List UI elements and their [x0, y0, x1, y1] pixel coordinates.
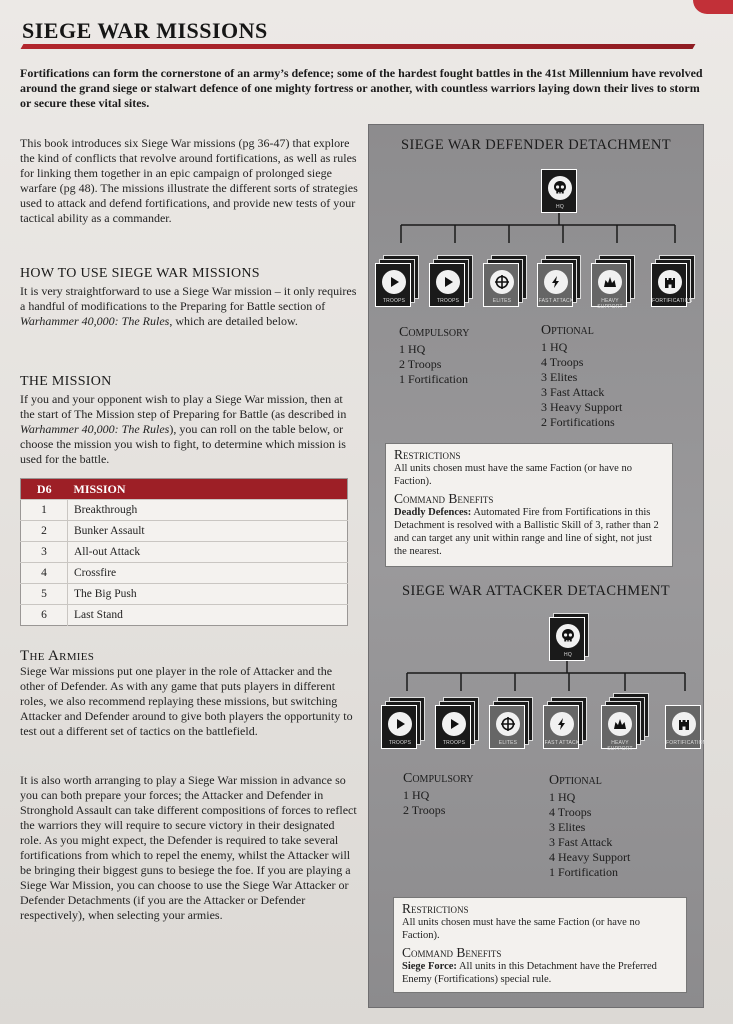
list-item: 3 Heavy Support [541, 400, 623, 414]
table-cell-roll: 3 [21, 542, 68, 563]
unit-label: HEAVY SUPPORT [597, 298, 623, 310]
fast-attack-card [537, 263, 573, 307]
elites-card [483, 263, 519, 307]
table-header-d6: D6 [21, 479, 68, 500]
attacker-elites-card [489, 705, 525, 749]
mission-text-a: If you and your opponent wish to play a Siege War mission, then at the start of The Mission step of Preparing for Battle (as described in [20, 392, 347, 421]
intro-paragraph: Fortifications can form the cornerstone of an army’s defence; some of the hardest fought battles in the 41st Millennium have revolved around the grand siege or stalwart defence of one mighty fortress or another, with countless warriors laying down their lives to storm or secure these vital sites. [20, 66, 703, 110]
defender-heavy-support-card [591, 263, 627, 310]
play-arrow-icon [388, 712, 412, 736]
elites-card [489, 705, 525, 749]
list-item: 2 Fortifications [541, 415, 615, 429]
table-cell-roll: 1 [21, 500, 68, 521]
defender-title: SIEGE WAR DEFENDER DETACHMENT [401, 137, 671, 153]
unit-label: FAST ATTACK [544, 740, 580, 746]
list-item: 1 Fortification [549, 865, 618, 879]
benefits-heading: Command Benefits [402, 945, 502, 960]
play-arrow-icon [436, 270, 460, 294]
heavy-support-card [601, 705, 637, 752]
benefits-rule-text: All units in this Detachment have the Preferred Enemy (Fortifications) special rule. [402, 961, 657, 985]
defender-rules-box [385, 443, 673, 567]
skull-icon [556, 624, 580, 648]
defender-fortification-card [651, 263, 693, 307]
benefits-rule-text: Automated Fire from Fortifications in this Detachment is resolved with a Ballistic Skill of 3, rather than 2 and can target any unit within range and line of sight, not just the nearest. [394, 507, 659, 557]
restrictions-heading: Restrictions [394, 447, 461, 462]
defender-elites-card [483, 263, 519, 307]
hq-card-face [549, 617, 585, 661]
defender-org-lines [369, 213, 703, 243]
list-item: 2 Troops [399, 357, 442, 371]
attacker-optional [549, 773, 630, 880]
table-cell-mission: Breakthrough [68, 500, 348, 521]
intro-body: This book introduces six Siege War missions (pg 36-47) that explore the kind of conflicts that revolve around fortifications, as well as rules for linking them together in an epic campaign of prolonged siege warfare (pg 48). The missions illustrate the different sorts of strategies used to attack and defend fortifications, and provide new tests of your tactical ability as a commander. [20, 136, 358, 225]
mission-table [20, 478, 348, 626]
tower-icon [658, 270, 682, 294]
table-row [21, 563, 348, 584]
list-item: 1 HQ [541, 340, 568, 354]
how-heading: HOW TO USE SIEGE WAR MISSIONS [20, 266, 260, 281]
defender-troops-card-2 [429, 263, 465, 307]
defender-optional [541, 323, 622, 430]
fortification-card [651, 263, 693, 307]
list-item: 3 Fast Attack [541, 385, 605, 399]
unit-label: FAST ATTACK [538, 298, 574, 304]
crosshair-icon [496, 712, 520, 736]
compulsory-heading: Compulsory [399, 325, 470, 340]
table-cell-roll: 4 [21, 563, 68, 584]
benefits-text [394, 506, 664, 558]
list-item: 4 Troops [549, 805, 592, 819]
unit-label: HEAVY SUPPORT [607, 740, 633, 752]
fast-attack-card [543, 705, 579, 749]
restrictions-text: All units chosen must have the same Faction (or have no Faction). [402, 917, 640, 941]
unit-label: TROOPS [442, 740, 466, 746]
mission-text-b: ), you can roll on the table below, or choose the mission you wish to fight, to determine which mission is used for the battle. [20, 422, 346, 466]
troops-card [375, 263, 411, 307]
list-item: 1 HQ [403, 788, 430, 802]
mission-text-em: Warhammer 40,000: The Rules [20, 422, 170, 436]
table-row [21, 521, 348, 542]
mission-text [20, 392, 358, 467]
compulsory-heading: Compulsory [403, 771, 474, 786]
fortification-card [665, 705, 707, 749]
optional-heading: Optional [549, 773, 602, 788]
benefits-heading: Command Benefits [394, 491, 494, 506]
table-row [21, 605, 348, 626]
restrictions-heading: Restrictions [402, 901, 469, 916]
corner-decoration [693, 0, 733, 14]
attacker-title: SIEGE WAR ATTACKER DETACHMENT [402, 583, 670, 599]
optional-heading: Optional [541, 323, 594, 338]
how-text-em: Warhammer 40,000: The Rules [20, 314, 170, 328]
table-row [21, 584, 348, 605]
table-header-mission: MISSION [68, 479, 348, 500]
list-item: 1 Fortification [399, 372, 468, 386]
defender-troops-card-1 [375, 263, 411, 307]
list-item: 3 Elites [549, 820, 586, 834]
benefits-text [402, 960, 678, 986]
list-item: 4 Troops [541, 355, 584, 369]
how-text-b: , which are detailed below. [169, 314, 298, 328]
hq-label: HQ [564, 652, 572, 658]
tower-icon [672, 712, 696, 736]
table-cell-roll: 2 [21, 521, 68, 542]
attacker-troops-card-1 [381, 705, 417, 749]
title-rule [21, 44, 696, 49]
armies-paragraph-1: Siege War missions put one player in the role of Attacker and the other of Defender. As with any game that puts players in different roles, we also recommend replaying these missions, but switching Attacker and Defender around to give both players the opportunity to test out a different set of tactics on the battlefield. [20, 664, 353, 738]
page-title: SIEGE WAR MISSIONS [22, 18, 268, 43]
troops-card [429, 263, 465, 307]
benefits-rule-name: Deadly Defences: [394, 507, 472, 518]
attacker-fast-attack-card [543, 705, 579, 749]
attacker-troops-card-2 [435, 705, 471, 749]
unit-label: FORTIFICATION [652, 298, 693, 304]
lightning-icon [544, 270, 568, 294]
play-arrow-icon [442, 712, 466, 736]
table-row [21, 500, 348, 521]
crosshair-icon [490, 270, 514, 294]
armies-heading: The Armies [20, 648, 95, 664]
armies-paragraph-2: It is also worth arranging to play a Siege War mission in advance so you can both prepare your forces; the Attacker and Defender in Stronghold Assault can take different compositions of forces to reflect the warriors they will require to secure victory in their designated role. As you might expect, the Defender is required to take several fortifications from which to repel the enemy, whilst the Attacker will be bringing their biggest guns to besiege the foe. If you are playing a Siege War Mission, you can choose to use the Siege War Attacker or Defender Detachments (if you are the Attacker or Defender respectively), when selecting your armies. [20, 773, 357, 922]
troops-card [435, 705, 471, 749]
list-item: 1 HQ [399, 342, 426, 356]
unit-label: TROOPS [388, 740, 412, 746]
play-arrow-icon [382, 270, 406, 294]
heavy-support-card [591, 263, 627, 310]
attacker-org-lines [369, 661, 703, 691]
defender-hq-card [541, 169, 577, 213]
explosion-icon [598, 270, 622, 294]
defender-fast-attack-card [537, 263, 573, 307]
attacker-fortification-card [665, 705, 707, 749]
benefits-rule-name: Siege Force: [402, 961, 457, 972]
explosion-icon [608, 712, 632, 736]
unit-label: TROOPS [436, 298, 460, 304]
lightning-icon [550, 712, 574, 736]
table-row [21, 542, 348, 563]
table-cell-mission: The Big Push [68, 584, 348, 605]
defender-compulsory [399, 325, 469, 387]
table-cell-roll: 6 [21, 605, 68, 626]
attacker-rules-box [393, 897, 687, 993]
table-cell-mission: Last Stand [68, 605, 348, 626]
table-header-row [21, 479, 348, 500]
unit-label: TROOPS [382, 298, 406, 304]
hq-card-face [541, 169, 577, 213]
unit-label: ELITES [498, 740, 518, 746]
restrictions-text: All units chosen must have the same Faction (or have no Faction). [394, 463, 632, 487]
table-cell-mission: All-out Attack [68, 542, 348, 563]
list-item: 3 Fast Attack [549, 835, 613, 849]
list-item: 4 Heavy Support [549, 850, 631, 864]
troops-card [381, 705, 417, 749]
list-item: 1 HQ [549, 790, 576, 804]
attacker-hq-card [549, 617, 585, 661]
list-item: 2 Troops [403, 803, 446, 817]
how-text [20, 284, 358, 329]
skull-icon [548, 176, 572, 200]
how-text-a: It is very straightforward to use a Siege War mission – it only requires a handful of modifications to the Preparing for Battle section of [20, 284, 357, 313]
table-cell-roll: 5 [21, 584, 68, 605]
list-item: 3 Elites [541, 370, 578, 384]
table-cell-mission: Bunker Assault [68, 521, 348, 542]
table-cell-mission: Crossfire [68, 563, 348, 584]
unit-label: FORTIFICATION [666, 740, 707, 746]
attacker-compulsory [403, 771, 473, 818]
mission-heading: THE MISSION [20, 374, 112, 389]
unit-label: ELITES [492, 298, 512, 304]
attacker-heavy-support-card [601, 705, 637, 752]
detachments-panel [368, 124, 707, 1008]
hq-label: HQ [556, 204, 564, 210]
